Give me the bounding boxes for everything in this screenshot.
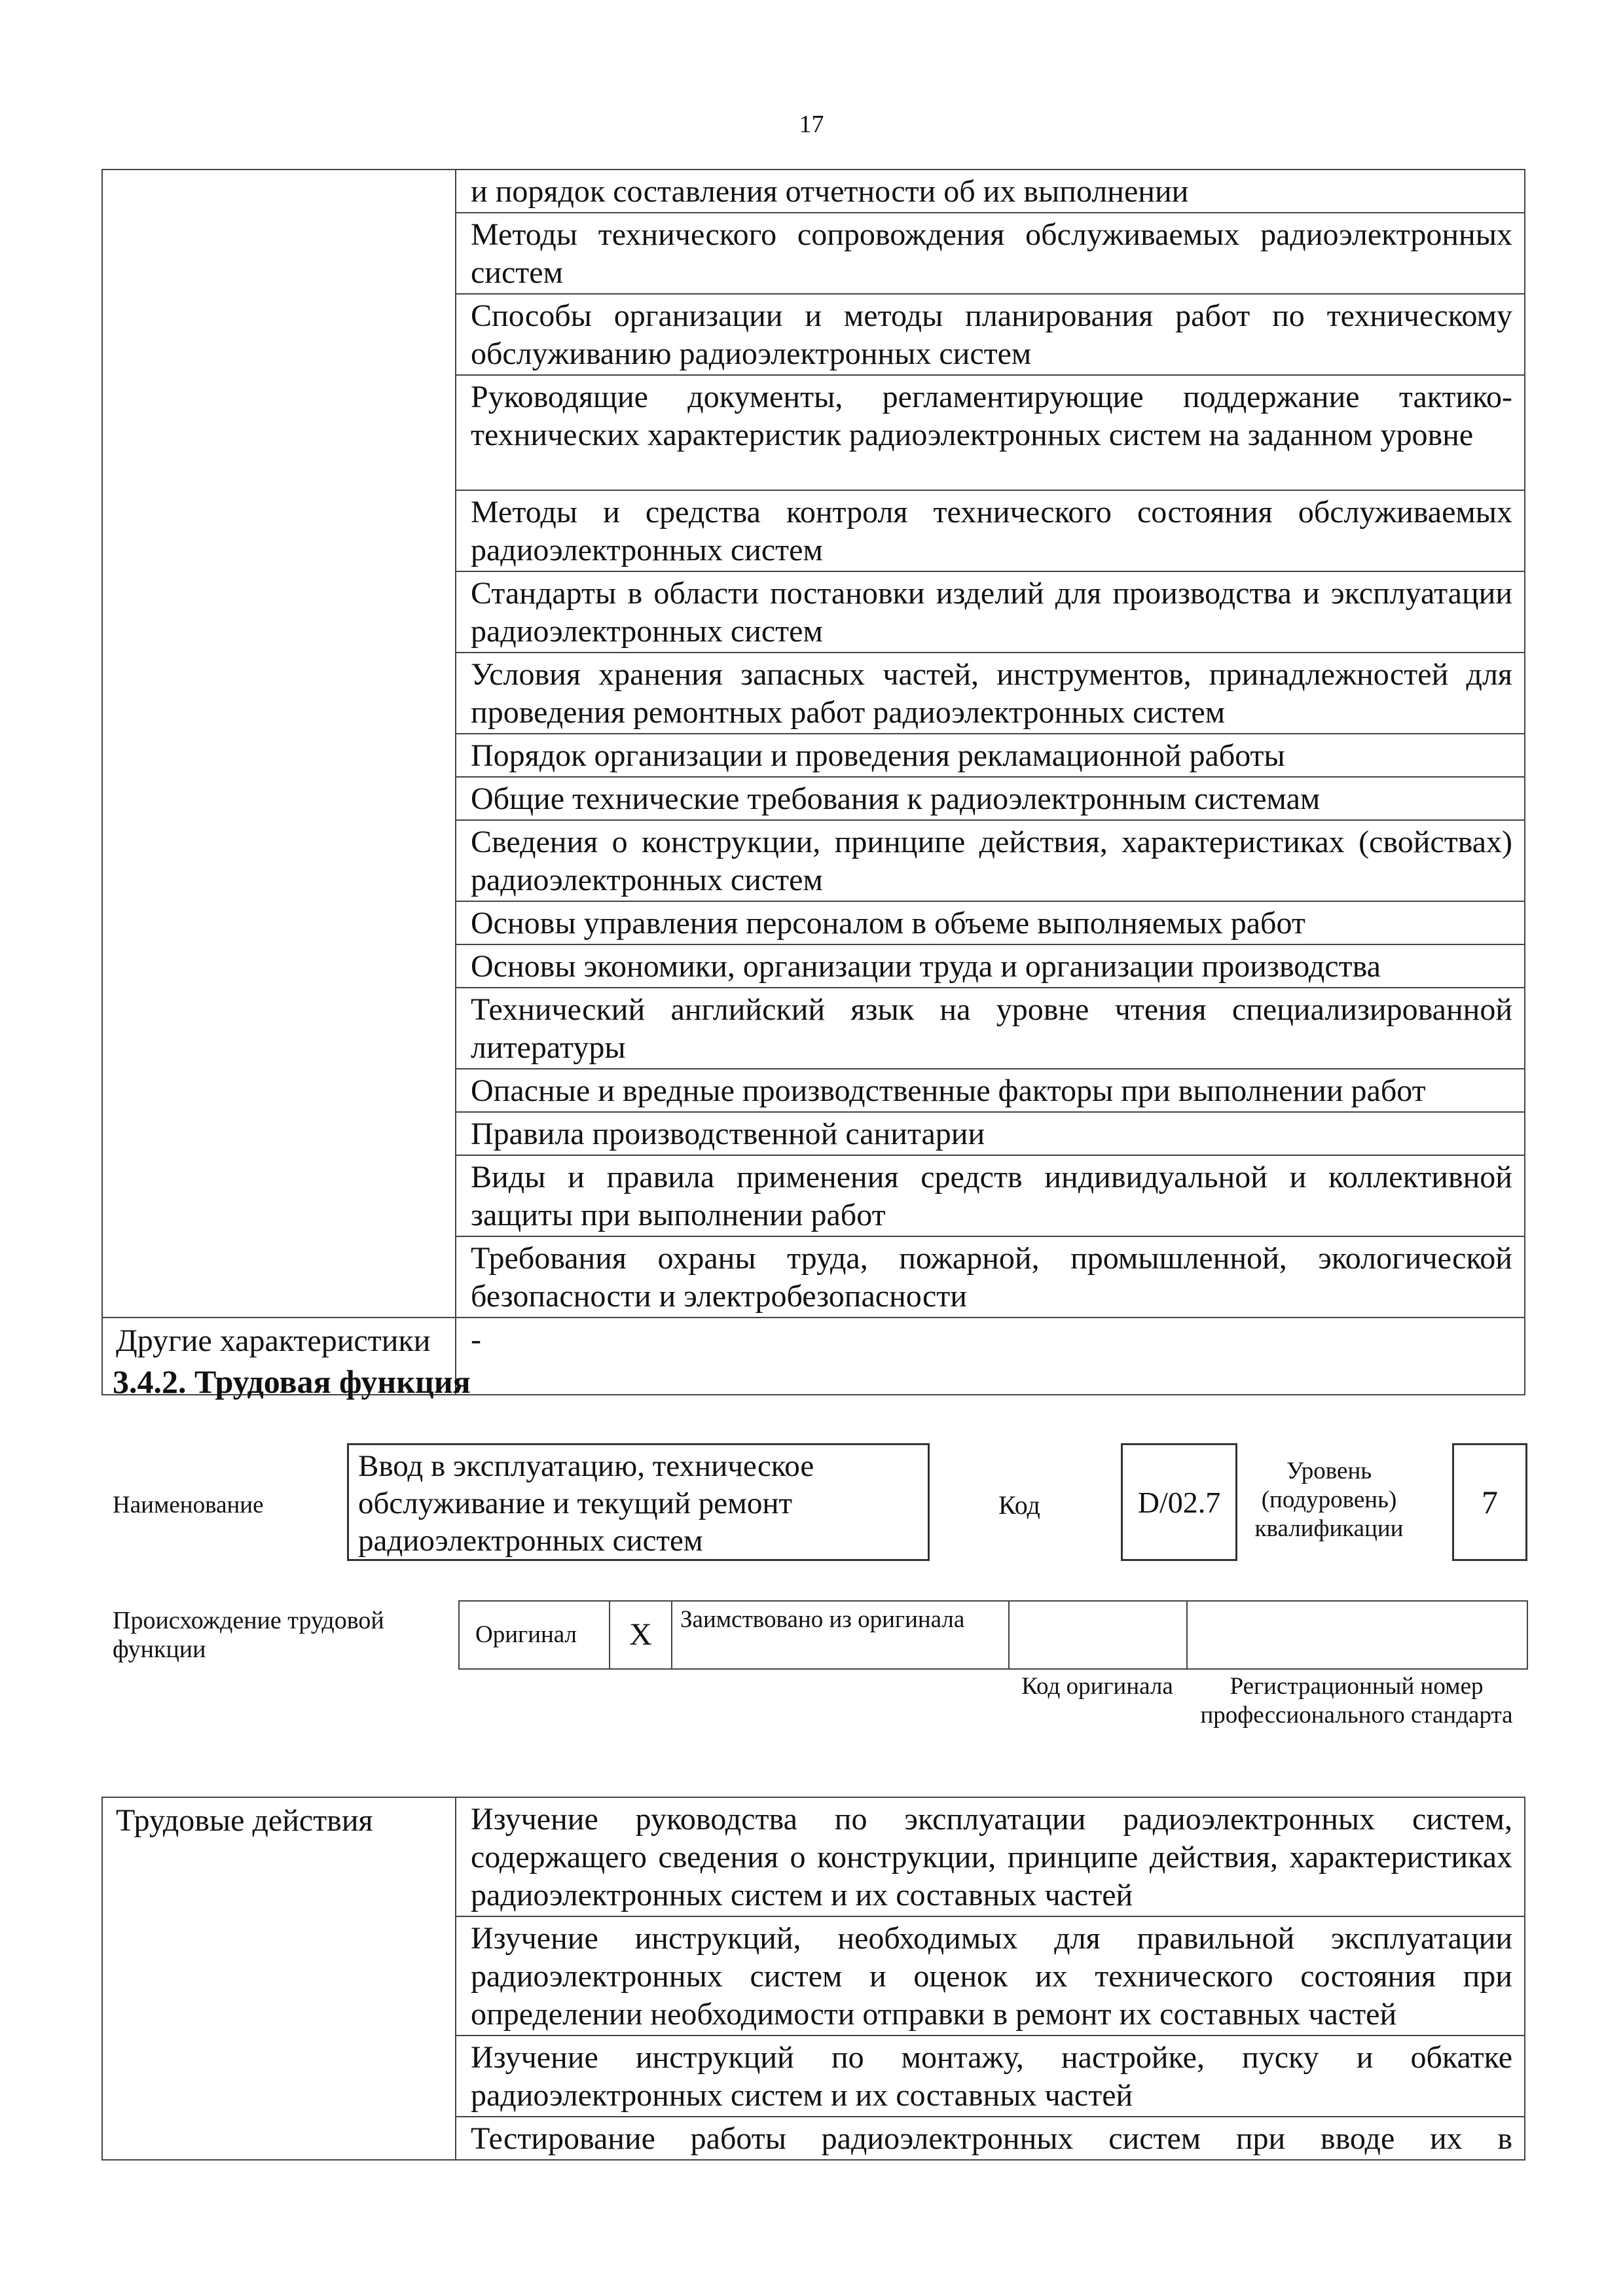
origin-table	[458, 1600, 1528, 1670]
action-item: Тестирование работы радиоэлектронных систем при вводе их в	[456, 2117, 1525, 2160]
knowledge-item: Стандарты в области постановки изделий для производства и эксплуатации радиоэлектронных систем	[456, 571, 1525, 653]
knowledge-item: Руководящие документы, регламентирующие поддержание тактико-технических характеристик радиоэлектронных систем на заданном уровне	[456, 375, 1525, 490]
code-label: Код	[998, 1490, 1040, 1520]
knowledge-item: и порядок составления отчетности об их выполнении	[456, 170, 1525, 213]
original-label: Оригинал	[459, 1601, 610, 1669]
knowledge-item: Виды и правила применения средств индивидуальной и коллективной защиты при выполнении работ	[456, 1155, 1525, 1236]
code-box	[1121, 1443, 1237, 1561]
borrowed-label: Заимствовано из оригинала	[672, 1601, 1009, 1669]
knowledge-item: Основы управления персоналом в объеме выполняемых работ	[456, 901, 1525, 944]
knowledge-item: Условия хранения запасных частей, инструментов, принадлежностей для проведения ремонтных работ радиоэлектронных систем	[456, 653, 1525, 734]
reg-number-caption: Регистрационный номер профессионального стандарта	[1200, 1673, 1513, 1729]
other-characteristics-value: -	[456, 1318, 1525, 1395]
actions-table	[101, 1797, 1525, 2161]
level-box	[1452, 1443, 1527, 1561]
function-name-box	[347, 1443, 930, 1561]
code-original-cell	[1009, 1601, 1187, 1669]
other-characteristics-label: Другие характеристики	[102, 1318, 456, 1395]
section-heading: 3.4.2. Трудовая функция	[113, 1363, 471, 1400]
name-label: Наименование	[113, 1492, 264, 1518]
original-mark: X	[610, 1601, 672, 1669]
knowledge-item: Технический английский язык на уровне чтения специализированной литературы	[456, 988, 1525, 1069]
knowledge-item: Основы экономики, организации труда и организации производства	[456, 944, 1525, 988]
action-item: Изучение руководства по эксплуатации радиоэлектронных систем, содержащего сведения о конструкции, принципе действия, характеристиках радиоэлектронных систем и их составных частей	[456, 1797, 1525, 1916]
knowledge-label-cell	[102, 170, 456, 1318]
knowledge-item: Требования охраны труда, пожарной, промышленной, экологической безопасности и электробезопасности	[456, 1236, 1525, 1318]
actions-label: Трудовые действия	[102, 1797, 456, 2160]
action-item: Изучение инструкций, необходимых для правильной эксплуатации радиоэлектронных систем и оценок их технического состояния при определении необходимости отправки в ремонт их составных частей	[456, 1916, 1525, 2036]
origin-label: Происхождение трудовой функции	[113, 1607, 384, 1663]
knowledge-item: Способы организации и методы планирования работ по техническому обслуживанию радиоэлектронных систем	[456, 294, 1525, 375]
page-number: 17	[799, 111, 824, 138]
knowledge-item: Сведения о конструкции, принципе действия, характеристиках (свойствах) радиоэлектронных систем	[456, 820, 1525, 901]
level-label: Уровень (подуровень) квалификации	[1254, 1458, 1404, 1542]
knowledge-item: Общие технические требования к радиоэлектронным системам	[456, 777, 1525, 820]
knowledge-item: Порядок организации и проведения рекламационной работы	[456, 734, 1525, 777]
code-value: D/02.7	[1137, 1485, 1221, 1519]
function-name-value: Ввод в эксплуатацию, техническое обслуживание и текущий ремонт радиоэлектронных систем	[358, 1449, 814, 1558]
code-original-caption: Код оригинала	[1021, 1673, 1173, 1700]
level-value: 7	[1482, 1484, 1498, 1520]
knowledge-item: Опасные и вредные производственные факторы при выполнении работ	[456, 1069, 1525, 1112]
knowledge-item: Методы и средства контроля технического состояния обслуживаемых радиоэлектронных систем	[456, 490, 1525, 571]
knowledge-item: Методы технического сопровождения обслуживаемых радиоэлектронных систем	[456, 213, 1525, 294]
knowledge-table	[101, 169, 1525, 1395]
action-item: Изучение инструкций по монтажу, настройке, пуску и обкатке радиоэлектронных систем и их составных частей	[456, 2036, 1525, 2117]
reg-number-cell	[1187, 1601, 1527, 1669]
knowledge-item: Правила производственной санитарии	[456, 1112, 1525, 1155]
